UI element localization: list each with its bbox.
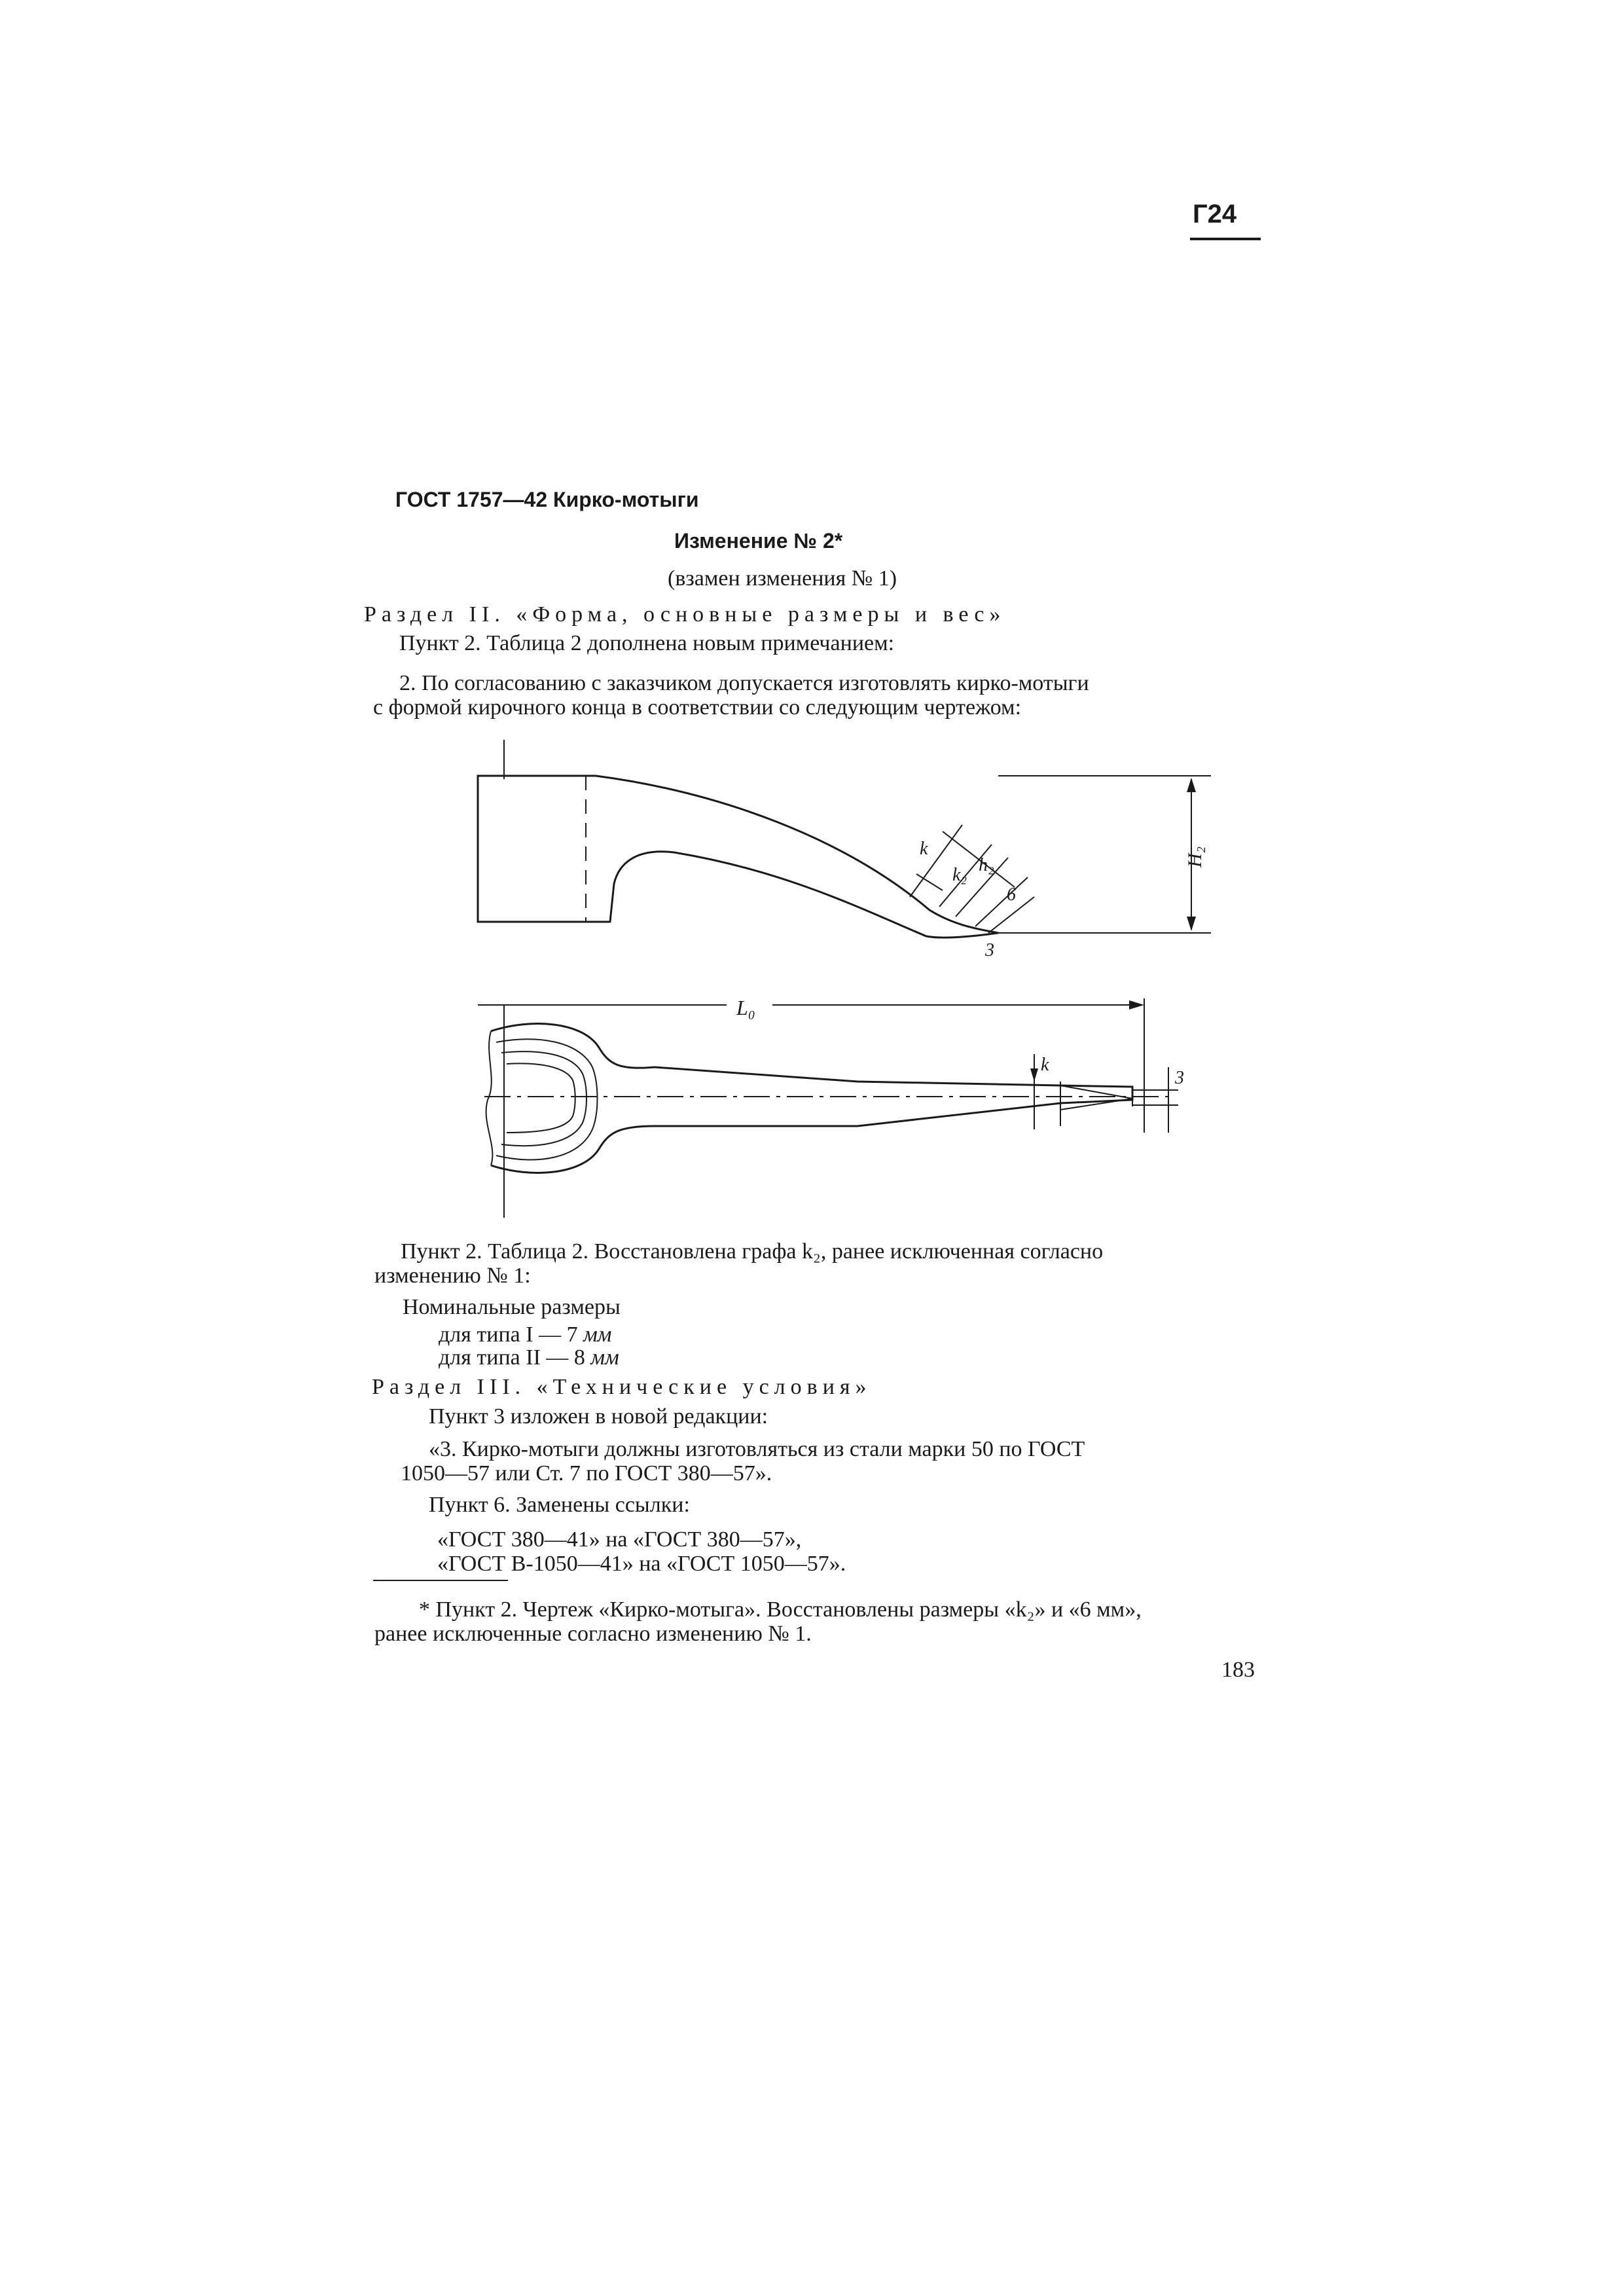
restored-line-1: Пункт 2. Таблица 2. Восстановлена графа k₂, ранее исключенная согласно xyxy=(401,1239,1104,1264)
label-k2: k₂ xyxy=(952,865,967,885)
type-1-unit: мм xyxy=(583,1322,612,1347)
section-3-title: Раздел III. «Технические условия» xyxy=(372,1375,872,1399)
section-2-note-line-2: с формой кирочного конца в соответствии со следующим чертежом: xyxy=(373,695,1022,720)
section-3-point-3: Пункт 3 изложен в новой редакции: xyxy=(429,1404,768,1429)
label-3-top: 3 xyxy=(1175,1068,1184,1088)
label-L0: L₀ xyxy=(736,996,755,1019)
restored-line-2: изменению № 1: xyxy=(374,1264,531,1288)
top-view xyxy=(478,996,1184,1218)
section-3-point-6: Пункт 6. Заменены ссылки: xyxy=(429,1493,690,1517)
label-6: 6 xyxy=(1007,884,1016,905)
section-3-quote-line-1: «3. Кирко-мотыги должны изготовляться из стали марки 50 по ГОСТ xyxy=(429,1437,1085,1461)
label-k-top: k xyxy=(1041,1055,1049,1075)
section-3-quote-line-2: 1050—57 или Ст. 7 по ГОСТ 380—57». xyxy=(401,1461,772,1485)
type-2-row xyxy=(439,1345,619,1370)
type-1-row xyxy=(439,1322,611,1347)
label-H2: H₂ xyxy=(1184,846,1206,867)
type-1-value: I — 7 xyxy=(526,1322,578,1347)
footnote-line-1: * Пункт 2. Чертеж «Кирко-мотыга». Восстановлены размеры «k₂» и «6 мм», xyxy=(419,1597,1142,1622)
standard-title: ГОСТ 1757—42 Кирко-мотыги xyxy=(395,488,699,511)
pick-mattock-drawing xyxy=(458,740,1276,1237)
label-k-side: k xyxy=(920,839,928,859)
section-2-title: Раздел II. «Форма, основные размеры и вес» xyxy=(364,602,1006,627)
page-number: 183 xyxy=(1221,1658,1255,1682)
label-3-side: 3 xyxy=(985,940,994,960)
type-1-label: для типа xyxy=(439,1322,520,1347)
reference-1: «ГОСТ 380—41» на «ГОСТ 380—57», xyxy=(437,1527,802,1552)
label-h2: h₂ xyxy=(979,855,994,875)
nominal-sizes: Номинальные размеры xyxy=(403,1295,621,1319)
footnote-line-2: ранее исключенные согласно изменению № 1. xyxy=(374,1622,812,1646)
reference-2: «ГОСТ В-1050—41» на «ГОСТ 1050—57». xyxy=(437,1552,846,1576)
section-2-point: Пункт 2. Таблица 2 дополнена новым примечанием: xyxy=(399,631,895,655)
page-code: Г24 xyxy=(1193,200,1237,228)
section-2-note-line-1: 2. По согласованию с заказчиком допускается изготовлять кирко-мотыги xyxy=(399,671,1089,695)
side-view xyxy=(478,740,1211,960)
type-2-value: II — 8 xyxy=(526,1345,585,1370)
footnote-rule xyxy=(373,1580,508,1581)
change-title: Изменение № 2* xyxy=(674,529,843,553)
replaces-note: (взамен изменения № 1) xyxy=(668,566,897,591)
page-code-underline xyxy=(1190,238,1261,240)
type-2-label: для типа xyxy=(439,1345,520,1370)
type-2-unit: мм xyxy=(590,1345,619,1370)
